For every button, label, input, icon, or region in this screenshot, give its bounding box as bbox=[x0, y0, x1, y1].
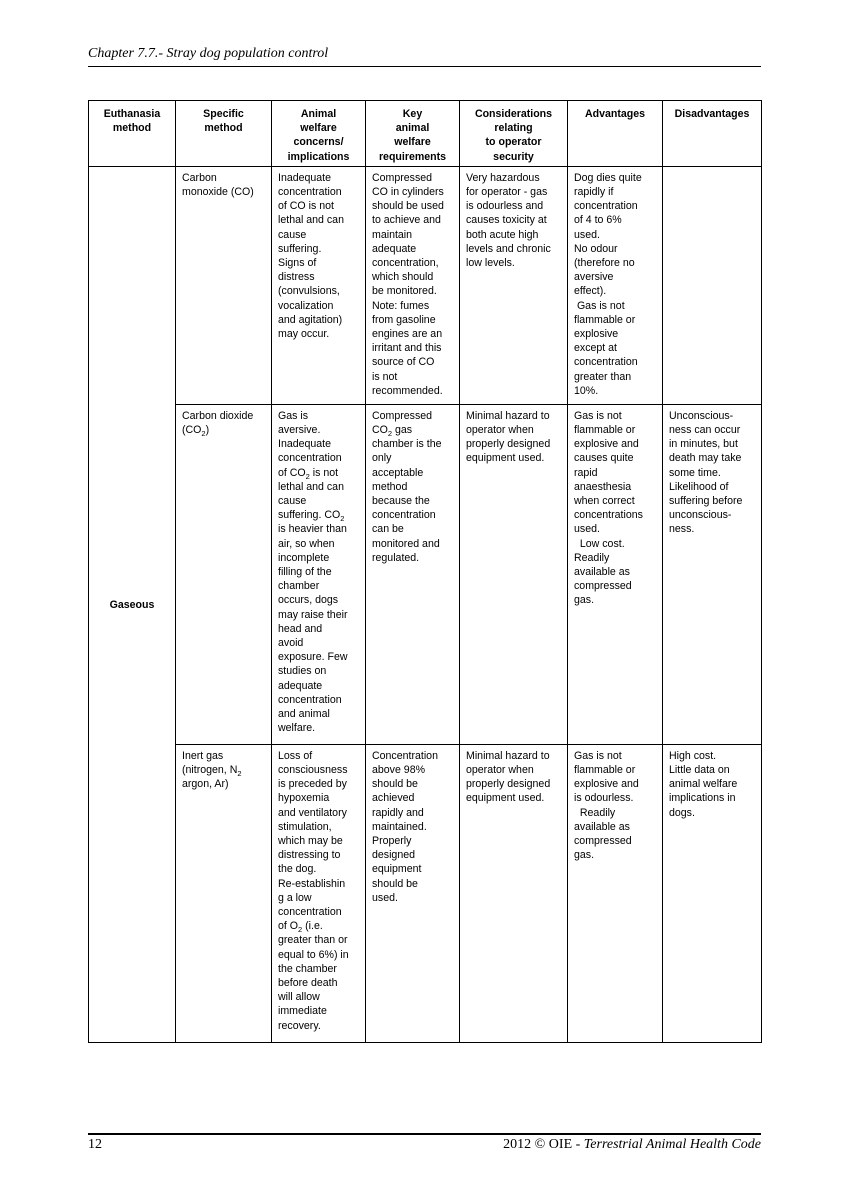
euthanasia-table bbox=[88, 100, 762, 1043]
col-specific-method: Specific method bbox=[176, 101, 272, 167]
advantages-cell: Gas is not flammable or explosive and is odourless. Readily available as compressed gas. bbox=[568, 744, 663, 1042]
running-header: Chapter 7.7.- Stray dog population control bbox=[88, 46, 329, 61]
table-header-row bbox=[89, 101, 762, 167]
welfare-concerns-cell: Inadequate concentration of CO is not lethal and can cause suffering. Signs of distress (convulsions, vocalization and agitation) may occur. bbox=[272, 166, 366, 404]
euthanasia-method-cell: Gaseous bbox=[89, 166, 176, 1042]
specific-method-cell: Carbon monoxide (CO) bbox=[176, 166, 272, 404]
operator-security-cell: Minimal hazard to operator when properly designed equipment used. bbox=[460, 404, 568, 744]
operator-security-cell: Very hazardous for operator - gas is odourless and causes toxicity at both acute high levels and chronic low levels. bbox=[460, 166, 568, 404]
table-row bbox=[89, 744, 762, 1042]
col-key-requirements: Key animal welfare requirements bbox=[366, 101, 460, 167]
col-operator-security: Considerations relating to operator security bbox=[460, 101, 568, 167]
key-requirements-cell: Compressed CO in cylinders should be used to achieve and maintain adequate concentration, which should be monitored. Note: fumes from gasoline engines are an irritant and this source of CO is not recommended. bbox=[366, 166, 460, 404]
disadvantages-cell: Unconscious- ness can occur in minutes, but death may take some time. Likelihood of suffering before unconscious- ness. bbox=[663, 404, 762, 744]
copyright-line bbox=[503, 1137, 761, 1153]
copyright-prefix: 2012 © OIE - bbox=[503, 1137, 584, 1152]
disadvantages-cell bbox=[663, 166, 762, 404]
key-requirements-cell: Compressed $CO_2$ gas chamber is the only acceptable method because the concentration can be monitored and regulated. bbox=[366, 404, 460, 744]
specific-method-cell: Carbon dioxide $(CO_2)$ bbox=[176, 404, 272, 744]
key-requirements-cell: Concentration above 98% should be achieved rapidly and maintained. Properly designed equipment should be used. bbox=[366, 744, 460, 1042]
advantages-cell: Dog dies quite rapidly if concentration of 4 to 6% used. No odour (therefore no aversive effect). Gas is not flammable or explosive except at concentration greater than 10%. bbox=[568, 166, 663, 404]
welfare-concerns-cell: Loss of consciousness is preceded by hypoxemia and ventilatory stimulation, which may be distressing to the dog. Re-establishin g a low concentration of $O_2$ (i.e. greater than or equal to 6%) in the chamber before death will allow immediate recovery. bbox=[272, 744, 366, 1042]
col-advantages: Advantages bbox=[568, 101, 663, 167]
header-divider bbox=[88, 66, 761, 67]
disadvantages-cell: High cost. Little data on animal welfare implications in dogs. bbox=[663, 744, 762, 1042]
advantages-cell: Gas is not flammable or explosive and causes quite rapid anaesthesia when correct concentrations used. Low cost. Readily available as compressed gas. bbox=[568, 404, 663, 744]
page-number: 12 bbox=[88, 1137, 102, 1152]
table-row bbox=[89, 404, 762, 744]
welfare-concerns-cell: Gas is aversive. Inadequate concentration of $CO_2$ is not lethal and can cause suffering. $CO_2$ is heavier than air, so when incomplete filling of the chamber occurs, dogs may raise their head and avoid exposure. Few studies on adequate concentration and animal welfare. bbox=[272, 404, 366, 744]
operator-security-cell: Minimal hazard to operator when properly designed equipment used. bbox=[460, 744, 568, 1042]
footer-divider bbox=[88, 1133, 761, 1135]
col-euthanasia-method: Euthanasia method bbox=[89, 101, 176, 167]
col-welfare-concerns: Animal welfare concerns/ implications bbox=[272, 101, 366, 167]
specific-method-cell: Inert gas (nitrogen, $N_2$ argon, Ar) bbox=[176, 744, 272, 1042]
col-disadvantages: Disadvantages bbox=[663, 101, 762, 167]
table-row bbox=[89, 166, 762, 404]
publication-title: Terrestrial Animal Health Code bbox=[583, 1137, 761, 1152]
